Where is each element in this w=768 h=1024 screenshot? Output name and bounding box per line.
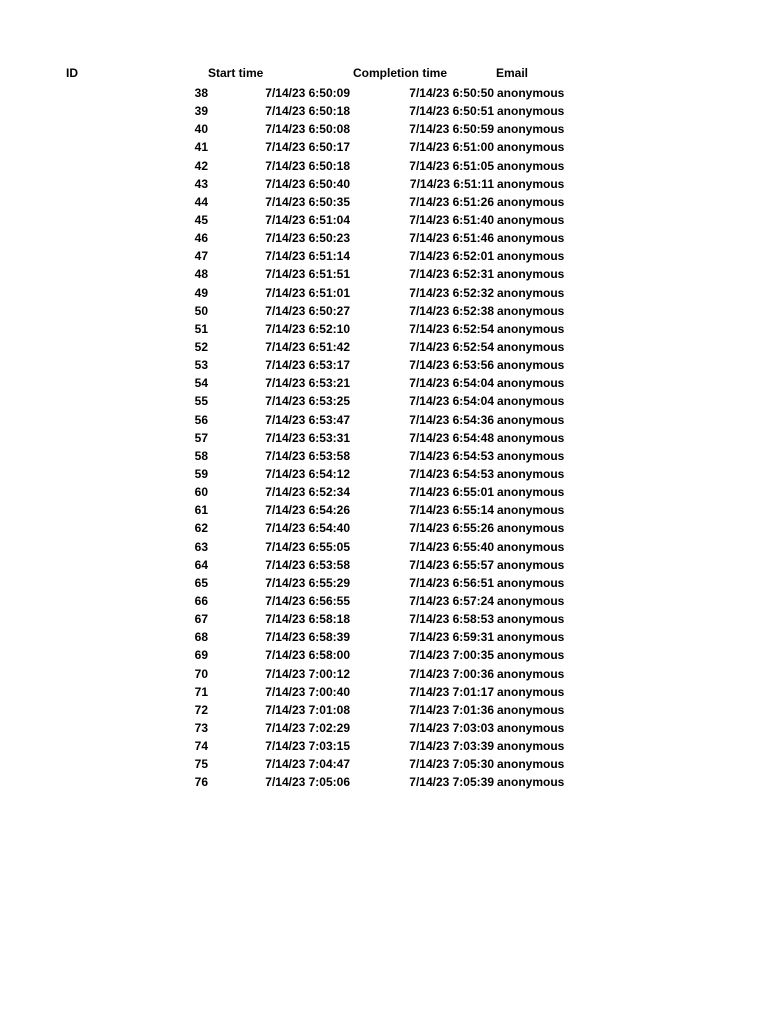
cell-completion-time: 7/14/23 6:52:54 [409, 321, 494, 336]
cell-id: 40 [194, 122, 208, 137]
table-row [0, 84, 768, 102]
table-row [0, 429, 768, 447]
cell-start-time: 7/14/23 7:04:47 [265, 757, 350, 772]
cell-completion-time: 7/14/23 7:00:35 [409, 648, 494, 663]
table-row [0, 683, 768, 701]
cell-completion-time: 7/14/23 7:01:17 [409, 684, 494, 699]
cell-email: anonymous [497, 503, 565, 518]
cell-completion-time: 7/14/23 6:52:54 [409, 339, 494, 354]
cell-start-time: 7/14/23 6:53:47 [265, 412, 350, 427]
cell-email: anonymous [497, 339, 565, 354]
cell-completion-time: 7/14/23 6:58:53 [409, 612, 494, 627]
cell-completion-time: 7/14/23 6:50:59 [409, 122, 494, 137]
table-row [0, 211, 768, 229]
cell-id: 59 [194, 466, 208, 481]
table-row [0, 247, 768, 265]
cell-id: 64 [194, 557, 208, 572]
table-row [0, 302, 768, 320]
cell-start-time: 7/14/23 6:53:17 [265, 358, 350, 373]
cell-start-time: 7/14/23 6:54:12 [265, 466, 350, 481]
cell-email: anonymous [497, 739, 565, 754]
cell-completion-time: 7/14/23 7:00:36 [409, 666, 494, 681]
table-row [0, 175, 768, 193]
table-row [0, 556, 768, 574]
data-rows [0, 84, 768, 791]
cell-start-time: 7/14/23 6:50:27 [265, 303, 350, 318]
cell-start-time: 7/14/23 6:54:40 [265, 521, 350, 536]
cell-email: anonymous [497, 321, 565, 336]
cell-id: 54 [194, 376, 208, 391]
cell-id: 42 [194, 158, 208, 173]
header-row [0, 66, 768, 84]
cell-email: anonymous [497, 593, 565, 608]
cell-email: anonymous [497, 448, 565, 463]
cell-start-time: 7/14/23 6:53:25 [265, 394, 350, 409]
cell-start-time: 7/14/23 6:51:14 [265, 249, 350, 264]
cell-start-time: 7/14/23 7:02:29 [265, 720, 350, 735]
table-row [0, 320, 768, 338]
cell-email: anonymous [497, 158, 565, 173]
table-row [0, 356, 768, 374]
table-row [0, 701, 768, 719]
cell-id: 74 [194, 739, 208, 754]
cell-email: anonymous [497, 194, 565, 209]
cell-email: anonymous [497, 539, 565, 554]
table-row [0, 737, 768, 755]
cell-start-time: 7/14/23 6:53:21 [265, 376, 350, 391]
cell-email: anonymous [497, 466, 565, 481]
cell-id: 49 [194, 285, 208, 300]
cell-start-time: 7/14/23 6:50:08 [265, 122, 350, 137]
cell-start-time: 7/14/23 6:58:18 [265, 612, 350, 627]
table-row [0, 519, 768, 537]
cell-completion-time: 7/14/23 6:53:56 [409, 358, 494, 373]
cell-completion-time: 7/14/23 6:55:14 [409, 503, 494, 518]
cell-email: anonymous [497, 521, 565, 536]
cell-id: 45 [194, 212, 208, 227]
cell-id: 47 [194, 249, 208, 264]
cell-start-time: 7/14/23 6:50:18 [265, 158, 350, 173]
table-row [0, 610, 768, 628]
cell-email: anonymous [497, 140, 565, 155]
cell-id: 75 [194, 757, 208, 772]
header-completion-time: Completion time [353, 66, 448, 80]
cell-completion-time: 7/14/23 6:52:32 [409, 285, 494, 300]
table-row [0, 157, 768, 175]
header-start-time: Start time [208, 66, 264, 80]
table-row [0, 138, 768, 156]
cell-id: 55 [194, 394, 208, 409]
cell-id: 44 [194, 194, 208, 209]
cell-completion-time: 7/14/23 6:52:38 [409, 303, 494, 318]
table-row [0, 411, 768, 429]
cell-start-time: 7/14/23 6:50:23 [265, 231, 350, 246]
table-row [0, 665, 768, 683]
cell-completion-time: 7/14/23 6:51:00 [409, 140, 494, 155]
cell-email: anonymous [497, 557, 565, 572]
cell-completion-time: 7/14/23 6:51:40 [409, 212, 494, 227]
table-row [0, 374, 768, 392]
table-row [0, 719, 768, 737]
cell-completion-time: 7/14/23 6:56:51 [409, 575, 494, 590]
cell-email: anonymous [497, 684, 565, 699]
cell-id: 68 [194, 630, 208, 645]
cell-id: 61 [194, 503, 208, 518]
cell-start-time: 7/14/23 6:50:35 [265, 194, 350, 209]
cell-email: anonymous [497, 285, 565, 300]
cell-start-time: 7/14/23 6:50:17 [265, 140, 350, 155]
cell-id: 67 [194, 612, 208, 627]
cell-id: 43 [194, 176, 208, 191]
cell-completion-time: 7/14/23 6:52:31 [409, 267, 494, 282]
table-row [0, 755, 768, 773]
cell-email: anonymous [497, 430, 565, 445]
table-row [0, 447, 768, 465]
cell-id: 60 [194, 485, 208, 500]
cell-email: anonymous [497, 775, 565, 790]
cell-start-time: 7/14/23 6:51:01 [265, 285, 350, 300]
cell-email: anonymous [497, 757, 565, 772]
table-row [0, 483, 768, 501]
table-row [0, 538, 768, 556]
cell-start-time: 7/14/23 6:52:34 [265, 485, 350, 500]
cell-completion-time: 7/14/23 6:59:31 [409, 630, 494, 645]
cell-email: anonymous [497, 231, 565, 246]
cell-id: 58 [194, 448, 208, 463]
cell-start-time: 7/14/23 6:58:00 [265, 648, 350, 663]
cell-email: anonymous [497, 648, 565, 663]
cell-email: anonymous [497, 376, 565, 391]
cell-completion-time: 7/14/23 6:54:04 [409, 376, 494, 391]
cell-start-time: 7/14/23 6:51:04 [265, 212, 350, 227]
cell-id: 41 [194, 140, 208, 155]
cell-email: anonymous [497, 267, 565, 282]
cell-id: 71 [194, 684, 208, 699]
cell-id: 65 [194, 575, 208, 590]
cell-id: 53 [194, 358, 208, 373]
cell-email: anonymous [497, 575, 565, 590]
cell-email: anonymous [497, 666, 565, 681]
cell-completion-time: 7/14/23 6:50:51 [409, 104, 494, 119]
cell-completion-time: 7/14/23 6:54:36 [409, 412, 494, 427]
cell-id: 48 [194, 267, 208, 282]
cell-start-time: 7/14/23 7:05:06 [265, 775, 350, 790]
cell-start-time: 7/14/23 6:50:40 [265, 176, 350, 191]
table-row [0, 628, 768, 646]
cell-completion-time: 7/14/23 6:55:40 [409, 539, 494, 554]
cell-start-time: 7/14/23 7:01:08 [265, 702, 350, 717]
cell-id: 62 [194, 521, 208, 536]
cell-start-time: 7/14/23 6:50:09 [265, 86, 350, 100]
table-row [0, 392, 768, 410]
cell-start-time: 7/14/23 6:53:58 [265, 557, 350, 572]
cell-completion-time: 7/14/23 6:51:11 [409, 176, 494, 191]
table-row [0, 338, 768, 356]
cell-email: anonymous [497, 86, 565, 100]
cell-id: 51 [194, 321, 208, 336]
cell-id: 52 [194, 339, 208, 354]
cell-start-time: 7/14/23 6:51:42 [265, 339, 350, 354]
cell-id: 66 [194, 593, 208, 608]
table-row [0, 574, 768, 592]
table-row [0, 646, 768, 664]
table-row [0, 265, 768, 283]
cell-email: anonymous [497, 176, 565, 191]
cell-start-time: 7/14/23 6:54:26 [265, 503, 350, 518]
cell-email: anonymous [497, 104, 565, 119]
cell-completion-time: 7/14/23 7:01:36 [409, 702, 494, 717]
cell-start-time: 7/14/23 6:50:18 [265, 104, 350, 119]
cell-start-time: 7/14/23 6:55:29 [265, 575, 350, 590]
cell-id: 69 [194, 648, 208, 663]
cell-start-time: 7/14/23 6:52:10 [265, 321, 350, 336]
cell-id: 76 [194, 775, 208, 790]
cell-email: anonymous [497, 630, 565, 645]
cell-email: anonymous [497, 720, 565, 735]
cell-id: 46 [194, 231, 208, 246]
table-row [0, 102, 768, 120]
cell-completion-time: 7/14/23 6:54:48 [409, 430, 494, 445]
cell-id: 63 [194, 539, 208, 554]
cell-email: anonymous [497, 394, 565, 409]
table-row [0, 284, 768, 302]
cell-completion-time: 7/14/23 6:51:05 [409, 158, 494, 173]
cell-completion-time: 7/14/23 6:54:53 [409, 466, 494, 481]
cell-completion-time: 7/14/23 6:51:26 [409, 194, 494, 209]
cell-id: 39 [194, 104, 208, 119]
table-row [0, 592, 768, 610]
cell-completion-time: 7/14/23 6:55:01 [409, 485, 494, 500]
table-row [0, 229, 768, 247]
cell-start-time: 7/14/23 6:56:55 [265, 593, 350, 608]
table-row [0, 773, 768, 791]
cell-start-time: 7/14/23 6:58:39 [265, 630, 350, 645]
cell-email: anonymous [497, 249, 565, 264]
cell-completion-time: 7/14/23 6:57:24 [409, 593, 494, 608]
cell-start-time: 7/14/23 6:53:31 [265, 430, 350, 445]
header-id: ID [66, 66, 78, 80]
cell-start-time: 7/14/23 6:53:58 [265, 448, 350, 463]
cell-id: 72 [194, 702, 208, 717]
cell-completion-time: 7/14/23 7:05:30 [409, 757, 494, 772]
cell-completion-time: 7/14/23 6:54:04 [409, 394, 494, 409]
cell-completion-time: 7/14/23 6:54:53 [409, 448, 494, 463]
cell-completion-time: 7/14/23 7:03:03 [409, 720, 494, 735]
cell-start-time: 7/14/23 7:00:40 [265, 684, 350, 699]
cell-id: 56 [194, 412, 208, 427]
table-row [0, 465, 768, 483]
cell-id: 57 [194, 430, 208, 445]
cell-start-time: 7/14/23 6:51:51 [265, 267, 350, 282]
cell-email: anonymous [497, 122, 565, 137]
table-row [0, 501, 768, 519]
header-email: Email [496, 66, 529, 80]
cell-completion-time: 7/14/23 7:05:39 [409, 775, 494, 790]
cell-email: anonymous [497, 485, 565, 500]
cell-email: anonymous [497, 612, 565, 627]
cell-start-time: 7/14/23 7:03:15 [265, 739, 350, 754]
cell-email: anonymous [497, 412, 565, 427]
cell-completion-time: 7/14/23 6:51:46 [409, 231, 494, 246]
cell-completion-time: 7/14/23 6:55:57 [409, 557, 494, 572]
cell-email: anonymous [497, 212, 565, 227]
cell-id: 38 [194, 86, 208, 100]
cell-email: anonymous [497, 303, 565, 318]
cell-completion-time: 7/14/23 7:03:39 [409, 739, 494, 754]
table-row [0, 120, 768, 138]
cell-id: 50 [194, 303, 208, 318]
table-row [0, 193, 768, 211]
cell-completion-time: 7/14/23 6:55:26 [409, 521, 494, 536]
cell-completion-time: 7/14/23 6:52:01 [409, 249, 494, 264]
cell-id: 73 [194, 720, 208, 735]
cell-email: anonymous [497, 702, 565, 717]
cell-start-time: 7/14/23 7:00:12 [265, 666, 350, 681]
cell-completion-time: 7/14/23 6:50:50 [409, 86, 494, 100]
cell-id: 70 [194, 666, 208, 681]
cell-start-time: 7/14/23 6:55:05 [265, 539, 350, 554]
cell-email: anonymous [497, 358, 565, 373]
